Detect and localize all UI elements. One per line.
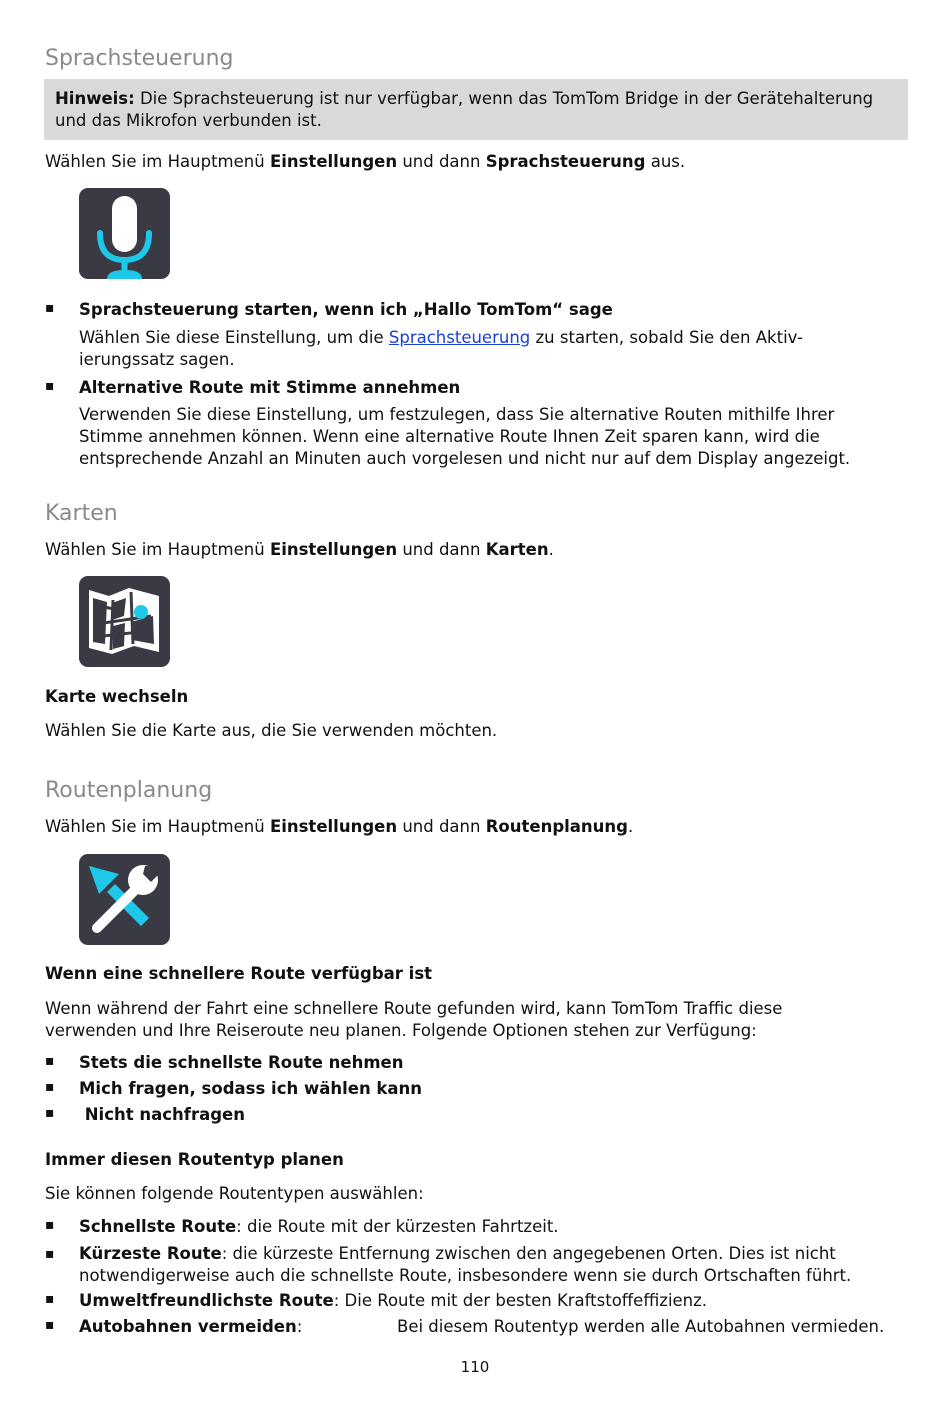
option-label: Nicht nachfragen <box>79 1105 245 1124</box>
section-heading-maps: Karten <box>45 501 118 526</box>
intro-bold: Routenplanung <box>485 817 628 836</box>
option-label: Stets die schnellste Route nehmen <box>79 1053 404 1072</box>
text-line: Wenn während der Fahrt eine schnellere Route gefunden wird, kann TomTom Traffic diese <box>45 999 783 1018</box>
route-type-name: Schnellste Route <box>79 1217 237 1236</box>
route-type-desc: die kürzeste Entfernung zwischen den angegebenen Orten. Dies ist nicht <box>232 1244 836 1263</box>
intro-text: und dann <box>397 152 486 171</box>
separator: : <box>333 1291 345 1310</box>
option-label: Mich fragen, sodass ich wählen kann <box>79 1079 423 1098</box>
note-body: Die Sprachsteuerung ist nur verfügbar, wenn das TomTom Bridge in der Gerätehalterung und das Mikrofon verbunden ist. <box>55 89 874 130</box>
intro-text: aus. <box>645 152 686 171</box>
sub-heading-change-map: Karte wechseln <box>45 687 189 706</box>
bullet: ▪ <box>45 1053 55 1069</box>
option-description <box>79 327 803 371</box>
bullet: ▪ <box>45 1105 55 1121</box>
desc-line: entsprechende Anzahl an Minuten auch vorgelesen und nicht nur auf dem Display angezeigt. <box>79 449 851 468</box>
bullet: ▪ <box>45 378 55 394</box>
route-type-desc: notwendigerweise auch die schnellste Route, insbesondere wenn sie durch Ortschaften führt. <box>79 1266 852 1285</box>
route-type-desc: Die Route mit der besten Kraftstoffeffizienz. <box>344 1291 708 1310</box>
bullet: ▪ <box>45 1246 55 1262</box>
intro-bold: Einstellungen <box>269 540 398 559</box>
separator: : <box>236 1217 247 1236</box>
route-type-desc: Bei diesem Routentyp werden alle Autobahnen vermieden. <box>397 1317 885 1336</box>
map-icon <box>79 576 170 667</box>
bullet: ▪ <box>45 1291 55 1307</box>
bullet: ▪ <box>45 1217 55 1233</box>
intro-text: und dann <box>397 540 486 559</box>
intro-text: . <box>627 817 634 836</box>
note-box <box>44 79 908 140</box>
section-heading-voice: Sprachsteuerung <box>45 46 234 71</box>
desc-text: zu starten, sobald Sie den Aktiv- <box>530 328 803 347</box>
voice-intro <box>45 152 685 171</box>
route-type-text: Sie können folgende Routentypen auswählen: <box>45 1184 424 1203</box>
section-heading-route: Routenplanung <box>45 778 213 803</box>
intro-text: Wählen Sie im Hauptmenü <box>45 540 270 559</box>
microphone-icon <box>79 188 170 279</box>
sub-heading-route-type: Immer diesen Routentyp planen <box>45 1150 344 1169</box>
intro-bold: Einstellungen <box>269 152 398 171</box>
separator: : <box>296 1317 303 1336</box>
separator: : <box>221 1244 233 1263</box>
route-type-name: Autobahnen vermeiden <box>79 1317 297 1336</box>
bullet: ▪ <box>45 1079 55 1095</box>
text-line: verwenden und Ihre Reiseroute neu planen. Folgende Optionen stehen zur Verfügung: <box>45 1021 757 1040</box>
desc-text: ierungssatz sagen. <box>79 350 235 369</box>
intro-text: Wählen Sie im Hauptmenü <box>45 152 270 171</box>
bullet: ▪ <box>45 1317 55 1333</box>
maps-intro <box>45 540 554 559</box>
option-description <box>79 404 850 470</box>
route-intro <box>45 817 633 836</box>
bullet: ▪ <box>45 300 55 316</box>
route-type-desc: die Route mit der kürzesten Fahrtzeit. <box>246 1217 559 1236</box>
voice-control-link[interactable]: Sprachsteuerung <box>388 328 531 347</box>
desc-line: Stimme annehmen können. Wenn eine alternative Route Ihnen Zeit sparen kann, wird die <box>79 427 820 446</box>
intro-text: und dann <box>397 817 486 836</box>
intro-bold: Einstellungen <box>269 817 398 836</box>
route-type-name: Kürzeste Route <box>79 1244 222 1263</box>
intro-text: . <box>548 540 554 559</box>
option-title: Sprachsteuerung starten, wenn ich „Hallo TomTom“ sage <box>79 300 613 319</box>
route-type-name: Umweltfreundlichste Route <box>79 1291 334 1310</box>
option-title: Alternative Route mit Stimme annehmen <box>79 378 461 397</box>
sub-heading-faster-route: Wenn eine schnellere Route verfügbar ist <box>45 964 433 983</box>
intro-bold: Karten <box>485 540 549 559</box>
note-label: Hinweis: <box>55 89 135 108</box>
desc-text: Wählen Sie diese Einstellung, um die <box>79 328 389 347</box>
note-text <box>55 88 901 132</box>
faster-route-text <box>45 998 782 1042</box>
page-number: 110 <box>460 1358 490 1376</box>
change-map-text: Wählen Sie die Karte aus, die Sie verwenden möchten. <box>45 721 498 740</box>
intro-bold: Sprachsteuerung <box>485 152 646 171</box>
intro-text: Wählen Sie im Hauptmenü <box>45 817 270 836</box>
route-planning-icon <box>79 854 170 945</box>
desc-line: Verwenden Sie diese Einstellung, um festzulegen, dass Sie alternative Routen mithilfe Ihrer <box>79 405 835 424</box>
